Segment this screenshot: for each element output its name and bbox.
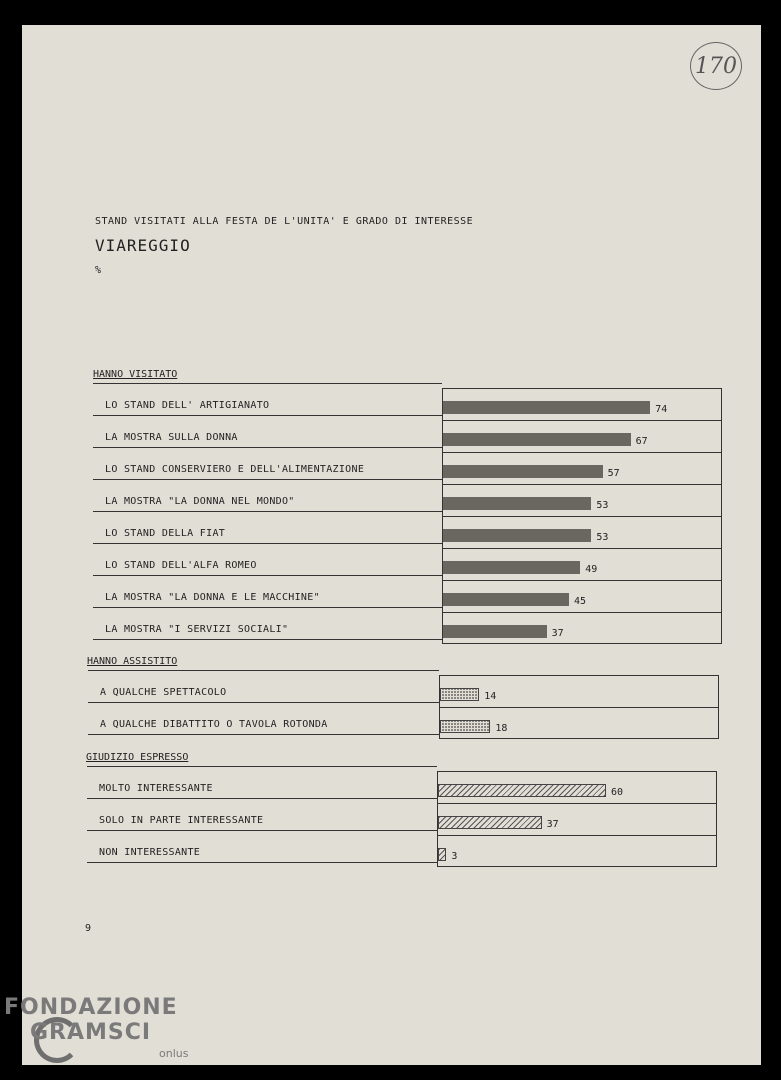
category-label: LA MOSTRA "LA DONNA NEL MONDO" [105, 496, 295, 507]
category-label: MOLTO INTERESSANTE [99, 783, 213, 794]
category-label: A QUALCHE DIBATTITO O TAVOLA ROTONDA [100, 719, 328, 730]
category-label: LA MOSTRA SULLA DONNA [105, 432, 238, 443]
category-underline [87, 798, 437, 799]
unit-label: % [95, 265, 102, 276]
chart-title: STAND VISITATI ALLA FESTA DE L'UNITA' E GRADO DI INTERESSE [95, 216, 474, 227]
category-label: LA MOSTRA "LA DONNA E LE MACCHINE" [105, 592, 320, 603]
section-header-underline [88, 670, 439, 671]
category-underline [93, 511, 442, 512]
category-label: LO STAND DELL'ALFA ROMEO [105, 560, 257, 571]
section-header: GIUDIZIO ESPRESSO [86, 752, 189, 763]
bar [438, 816, 542, 829]
data-label: 60 [611, 787, 624, 798]
category-underline [87, 830, 437, 831]
category-underline [93, 415, 442, 416]
row-divider [439, 707, 719, 708]
bar [443, 593, 569, 606]
category-label: LA MOSTRA "I SERVIZI SOCIALI" [105, 624, 289, 635]
category-underline [87, 862, 437, 863]
category-underline [93, 543, 442, 544]
bar [443, 433, 631, 446]
logo-line-3: onlus [159, 1047, 189, 1060]
category-label: LO STAND DELL' ARTIGIANATO [105, 400, 270, 411]
row-divider [442, 516, 722, 517]
bar [438, 848, 446, 861]
category-underline [88, 734, 439, 735]
row-divider [442, 580, 722, 581]
bar [443, 529, 591, 542]
bar [438, 784, 606, 797]
bar [443, 465, 603, 478]
category-label: LO STAND CONSERVIERO E DELL'ALIMENTAZIONE [105, 464, 365, 475]
row-divider [437, 803, 717, 804]
data-label: 49 [585, 564, 598, 575]
row-divider [442, 548, 722, 549]
section-header-underline [93, 383, 442, 384]
data-label: 45 [574, 596, 587, 607]
logo-line-1: FONDAZIONE [4, 995, 178, 1020]
section-header-underline [87, 766, 437, 767]
category-underline [93, 479, 442, 480]
section-header: HANNO VISITATO [93, 369, 178, 380]
data-label: 57 [607, 468, 620, 479]
logo-line-2: GRAMSCI [30, 1020, 152, 1045]
data-label: 53 [596, 500, 609, 511]
category-underline [93, 575, 442, 576]
section-header: HANNO ASSISTITO [87, 656, 178, 667]
data-label: 3 [451, 851, 458, 862]
data-label: 37 [546, 819, 559, 830]
fondazione-gramsci-logo [4, 995, 189, 1060]
category-label: A QUALCHE SPETTACOLO [100, 687, 227, 698]
row-divider [437, 835, 717, 836]
bar [443, 625, 547, 638]
data-label: 53 [596, 532, 609, 543]
category-underline [93, 447, 442, 448]
data-label: 74 [655, 404, 668, 415]
page-number-stamp: 170 [690, 42, 742, 90]
category-label: NON INTERESSANTE [99, 847, 201, 858]
bar [443, 401, 650, 414]
category-label: LO STAND DELLA FIAT [105, 528, 226, 539]
data-label: 67 [635, 436, 648, 447]
footer-page-number: 9 [85, 923, 92, 934]
row-divider [442, 612, 722, 613]
data-label: 18 [495, 723, 508, 734]
bar [443, 561, 580, 574]
bar [443, 497, 591, 510]
category-underline [93, 607, 442, 608]
category-underline [88, 702, 439, 703]
row-divider [442, 420, 722, 421]
data-label: 37 [551, 628, 564, 639]
bar [440, 688, 479, 701]
row-divider [442, 452, 722, 453]
chart-subtitle: VIAREGGIO [95, 236, 191, 255]
category-underline [93, 639, 442, 640]
row-divider [442, 484, 722, 485]
category-label: SOLO IN PARTE INTERESSANTE [99, 815, 264, 826]
bar [440, 720, 490, 733]
data-label: 14 [484, 691, 497, 702]
